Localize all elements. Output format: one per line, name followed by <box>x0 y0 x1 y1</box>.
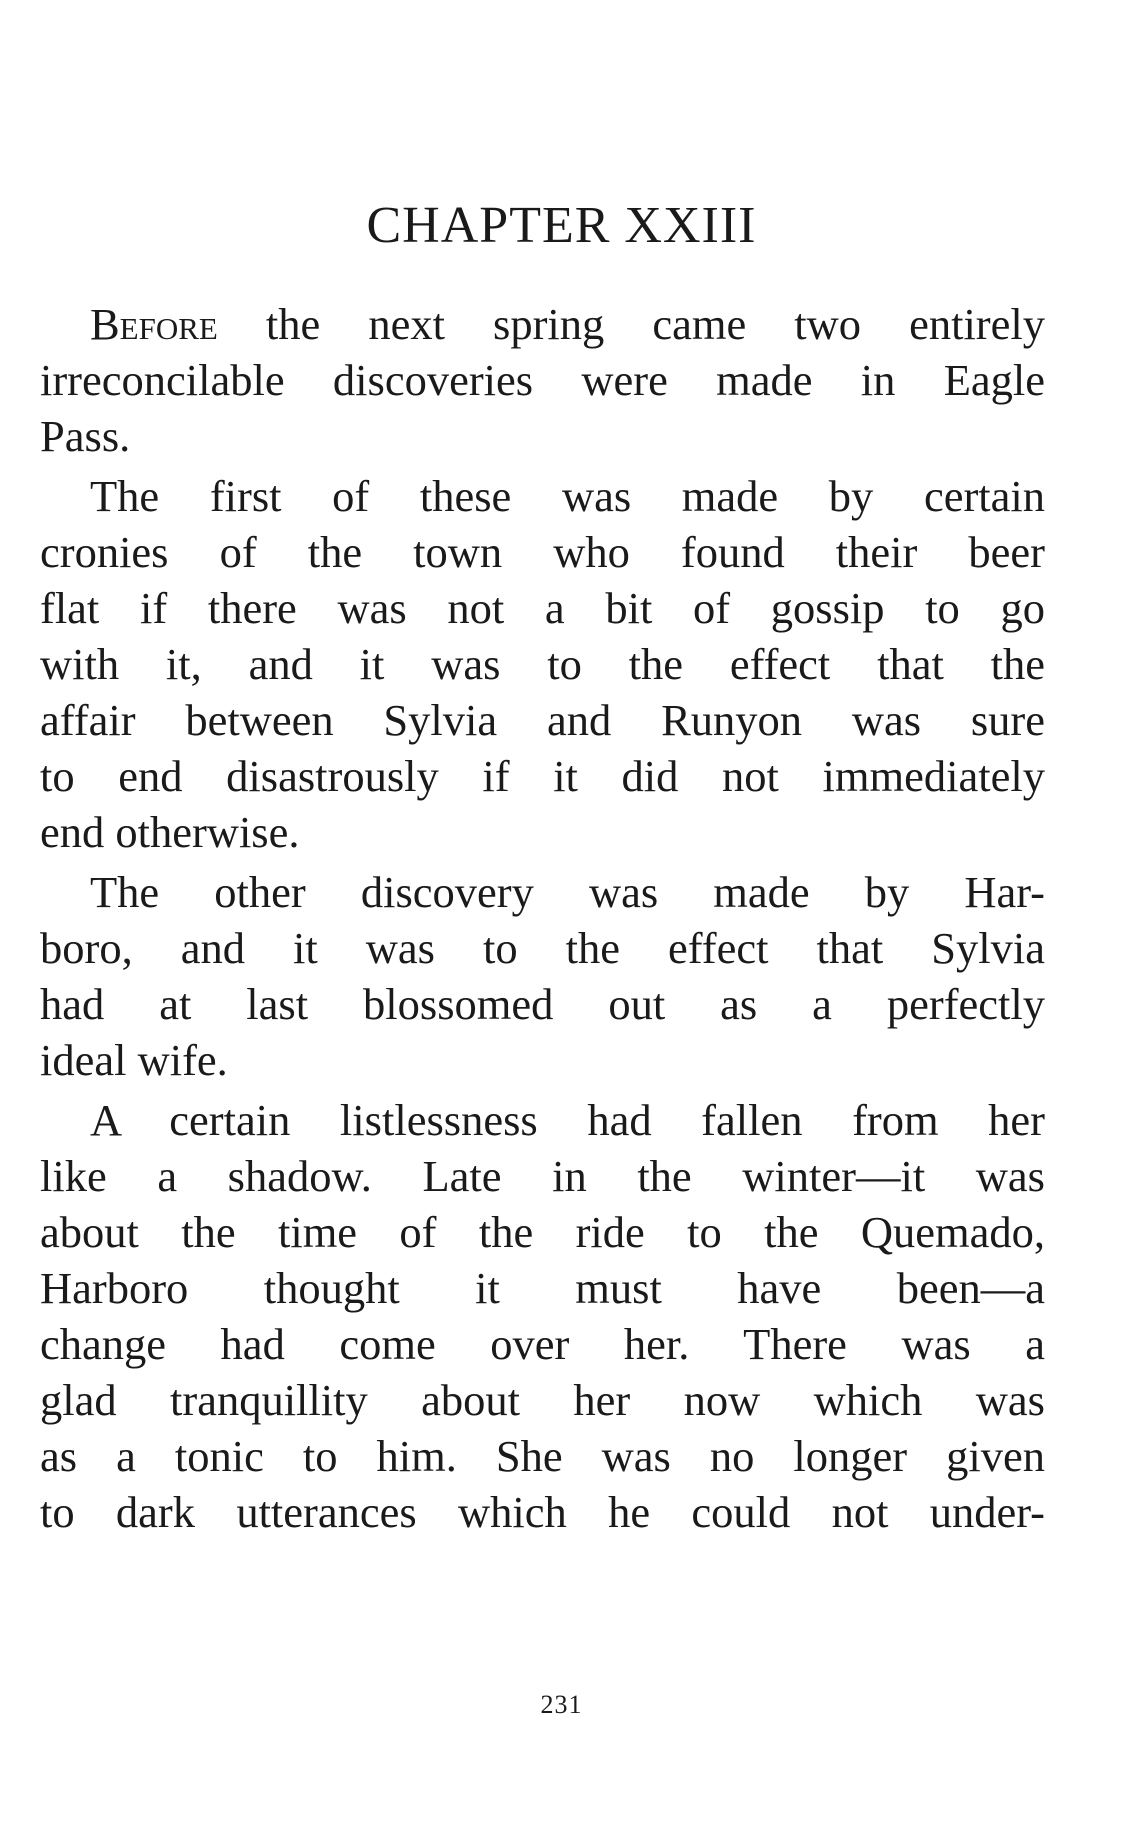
text-line: change had come over her. There was a <box>40 1319 1045 1369</box>
text-line: glad tranquillity about her now which was <box>40 1375 1045 1425</box>
text-line: Harboro thought it must have been—a <box>40 1263 1045 1313</box>
chapter-title: CHAPTER XXIII <box>366 197 757 254</box>
text-line-content: the next spring came two entirely <box>217 299 1045 349</box>
text-line: ideal wife. <box>40 1035 228 1085</box>
text-line: about the time of the ride to the Quemado, <box>40 1207 1045 1257</box>
text-line: had at last blossomed out as a perfectly <box>40 979 1045 1029</box>
text-line: Pass. <box>40 411 131 461</box>
text-line <box>90 296 1045 352</box>
text-line: cronies of the town who found their beer <box>40 527 1045 577</box>
text-line: irreconcilable discoveries were made in Eagle <box>40 355 1045 405</box>
opening-word: Before <box>90 299 218 349</box>
text-line: to end disastrously if it did not immediately <box>40 751 1045 801</box>
text-line: The first of these was made by certain <box>90 471 1045 521</box>
text-line: as a tonic to him. She was no longer given <box>40 1431 1045 1481</box>
text-line: The other discovery was made by Har- <box>90 867 1045 917</box>
text-line: affair between Sylvia and Runyon was sure <box>40 695 1045 745</box>
text-line: end otherwise. <box>40 807 300 857</box>
page-number: 231 <box>540 1690 583 1719</box>
text-line: to dark utterances which he could not under- <box>40 1487 1045 1537</box>
text-line: with it, and it was to the effect that the <box>40 639 1045 689</box>
text-line: flat if there was not a bit of gossip to go <box>40 583 1045 633</box>
text-line: A certain listlessness had fallen from her <box>90 1095 1045 1145</box>
text-line: like a shadow. Late in the winter—it was <box>40 1151 1045 1201</box>
text-line: boro, and it was to the effect that Sylvia <box>40 923 1045 973</box>
